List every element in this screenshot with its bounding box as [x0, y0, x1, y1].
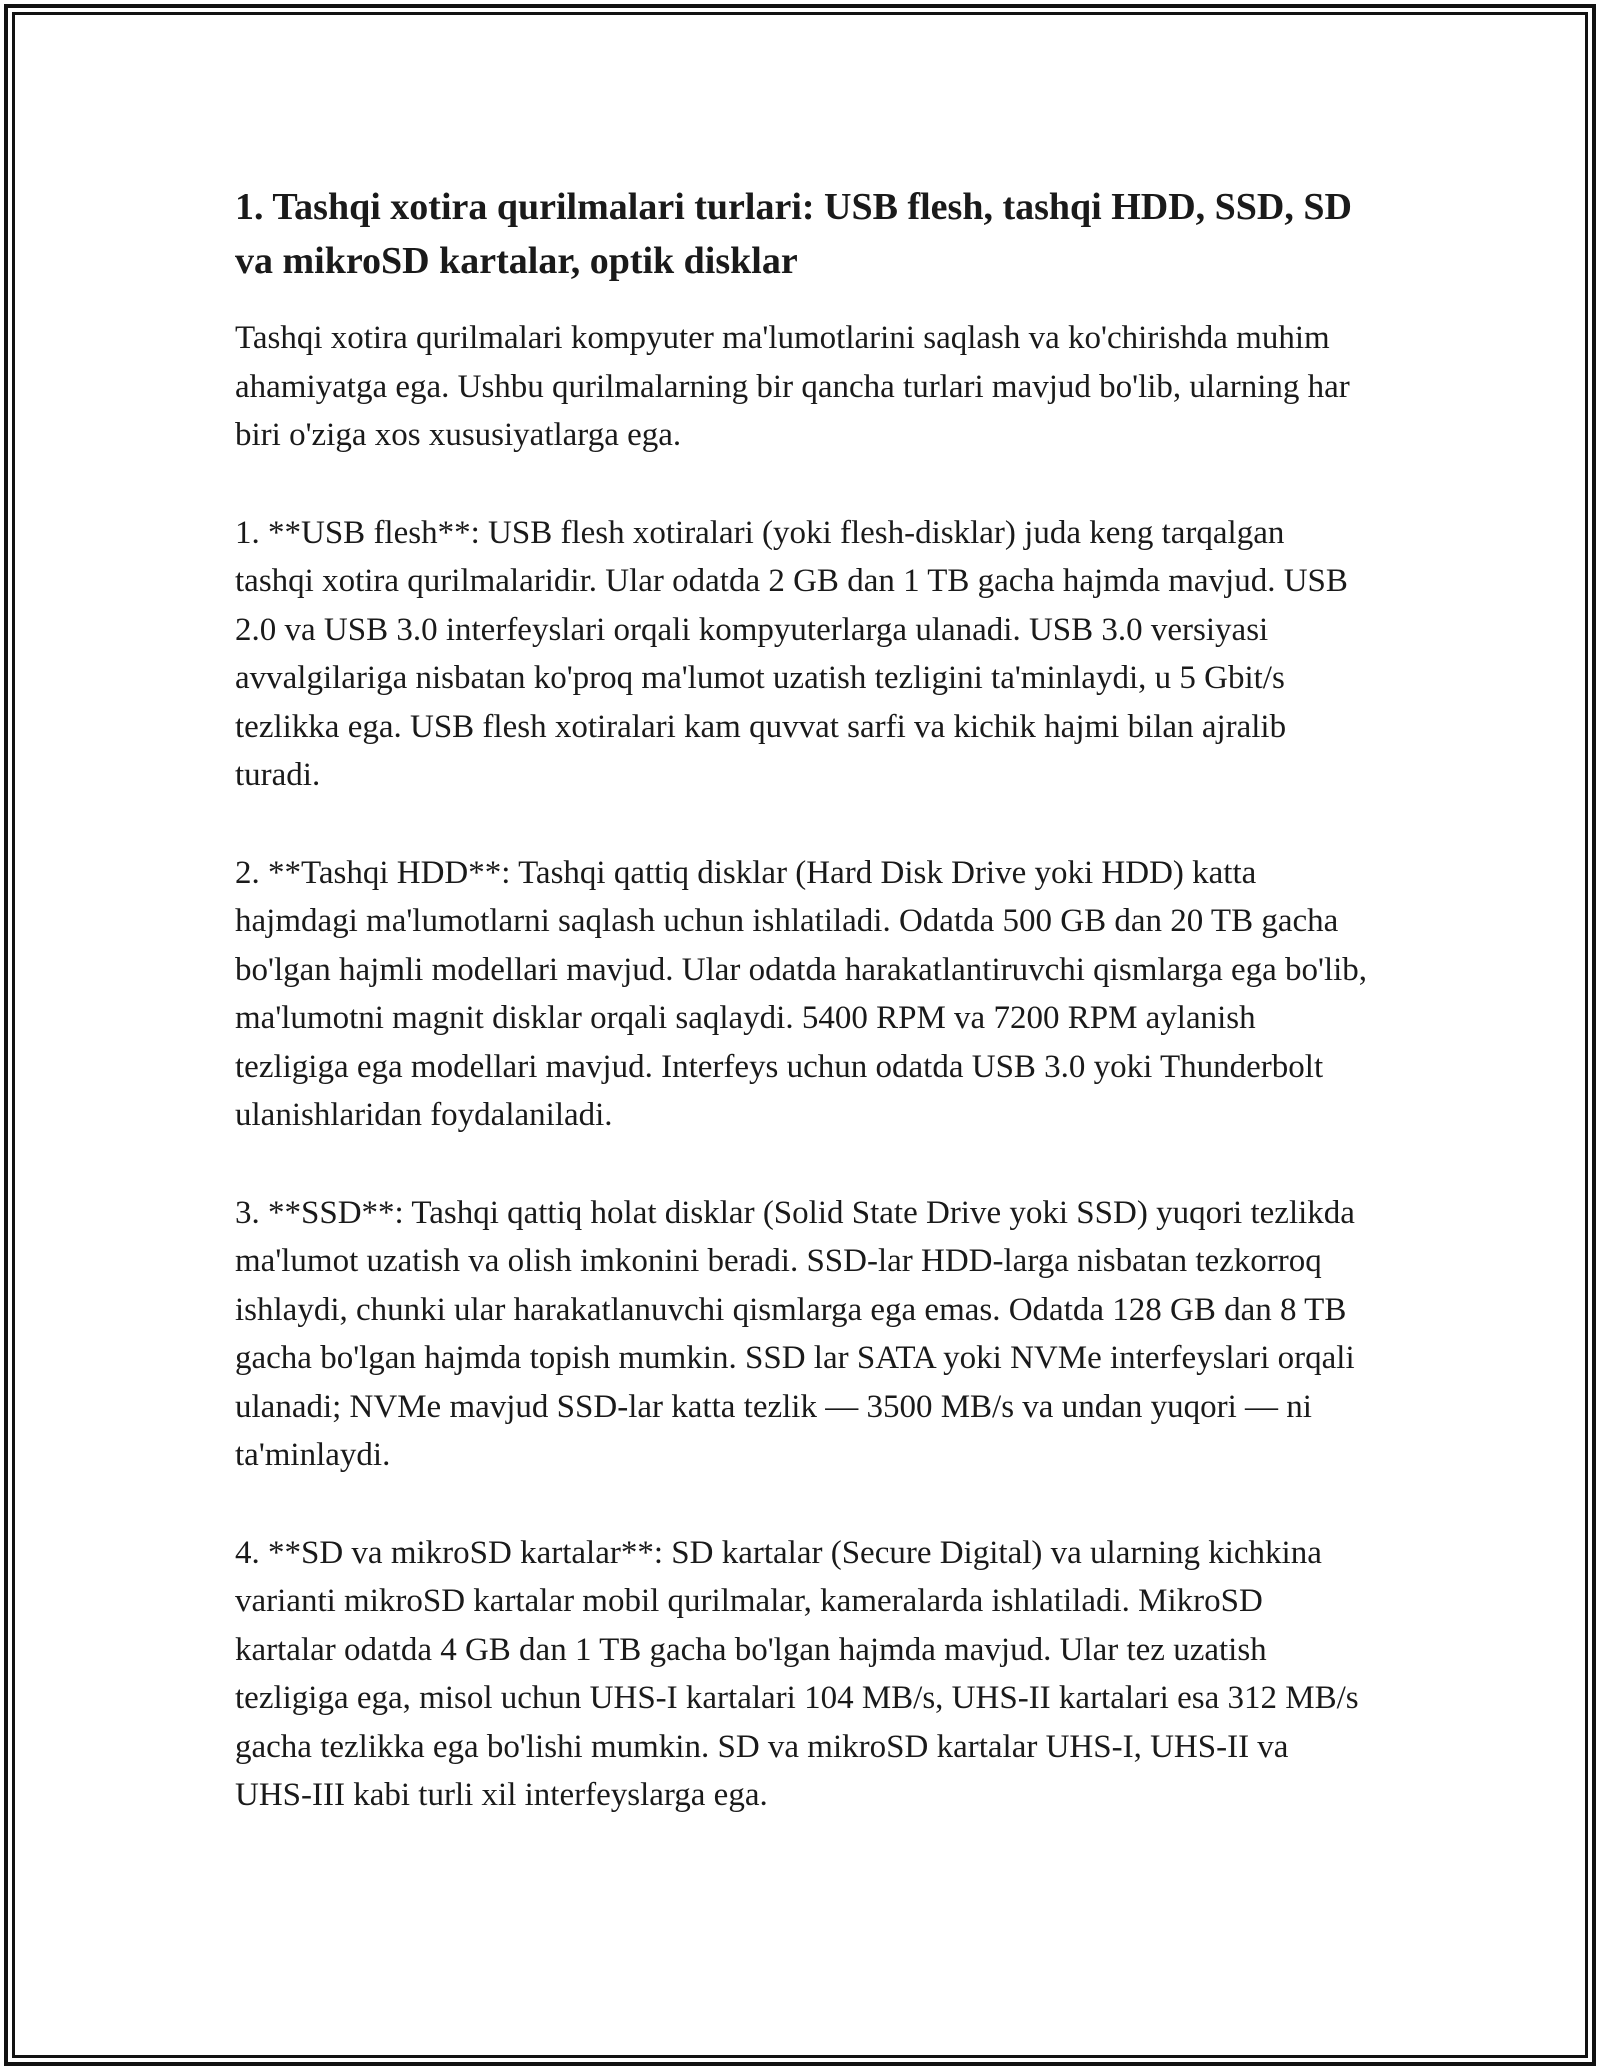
item-ssd: 3. **SSD**: Tashqi qattiq holat disklar (Solid State Drive yoki SSD) yuqori tezlikda ma'lumot uzatish va olish imkonini beradi. SSD-lar HDD-larga nisbatan tezkorroq ishlaydi, chunki ular harakatlanuvchi qismlarga ega emas. Odatda 128 GB dan 8 TB gacha bo'lgan hajmda topish mumkin. SSD lar SATA yoki NVMe interfeyslari orqali ulanadi; NVMe mavjud SSD-lar katta tezlik — 3500 MB/s va undan yuqori — ni ta'minlaydi.	[235, 1194, 1355, 1473]
item-sd-microsd: 4. **SD va mikroSD kartalar**: SD kartalar (Secure Digital) va ularning kichkina varianti mikroSD kartalar mobil qurilmalar, kameralarda ishlatiladi. MikroSD kartalar odatda 4 GB dan 1 TB gacha bo'lgan hajmda mavjud. Ular tez uzatish tezligiga ega, misol uchun UHS-I kartalari 104 MB/s, UHS-II kartalari esa 312 MB/s gacha tezlikka ega bo'lishi mumkin. SD va mikroSD kartalar UHS-I, UHS-II va UHS-III kabi turli xil interfeyslarga ega.	[235, 1534, 1359, 1813]
intro-paragraph: Tashqi xotira qurilmalari kompyuter ma'lumotlarini saqlash va ko'chirishda muhim ahamiyatga ega. Ushbu qurilmalarning bir qancha turlari mavjud bo'lib, ularning har biri o'ziga xos xususiyatlarga ega.	[235, 320, 1350, 453]
item-external-hdd: 2. **Tashqi HDD**: Tashqi qattiq disklar (Hard Disk Drive yoki HDD) katta hajmdagi ma'lumotlarni saqlash uchun ishlatiladi. Odatda 500 GB dan 20 TB gacha bo'lgan hajmli modellari mavjud. Ular odatda harakatlantiruvchi qismlarga ega bo'lib, ma'lumotni magnit disklar orqali saqlaydi. 5400 RPM va 7200 RPM aylanish tezligiga ega modellari mavjud. Interfeys uchun odatda USB 3.0 yoki Thunderbolt ulanishlaridan foydalaniladi.	[235, 854, 1368, 1133]
item-usb-flash: 1. **USB flesh**: USB flesh xotiralari (yoki flesh-disklar) juda keng tarqalgan tashqi xotira qurilmalaridir. Ular odatda 2 GB dan 1 TB gacha hajmda mavjud. USB 2.0 va USB 3.0 interfeyslari orqali kompyuterlarga ulanadi. USB 3.0 versiyasi avvalgilariga nisbatan ko'proq ma'lumot uzatish tezligini ta'minlaydi, u 5 Gbit/s tezlikka ega. USB flesh xotiralari kam quvvat sarfi va kichik hajmi bilan ajralib turadi.	[235, 514, 1348, 793]
document-body	[235, 180, 1370, 1869]
document-title: 1. Tashqi xotira qurilmalari turlari: USB flesh, tashqi HDD, SSD, SD va mikroSD kartalar, optik disklar	[235, 186, 1352, 282]
